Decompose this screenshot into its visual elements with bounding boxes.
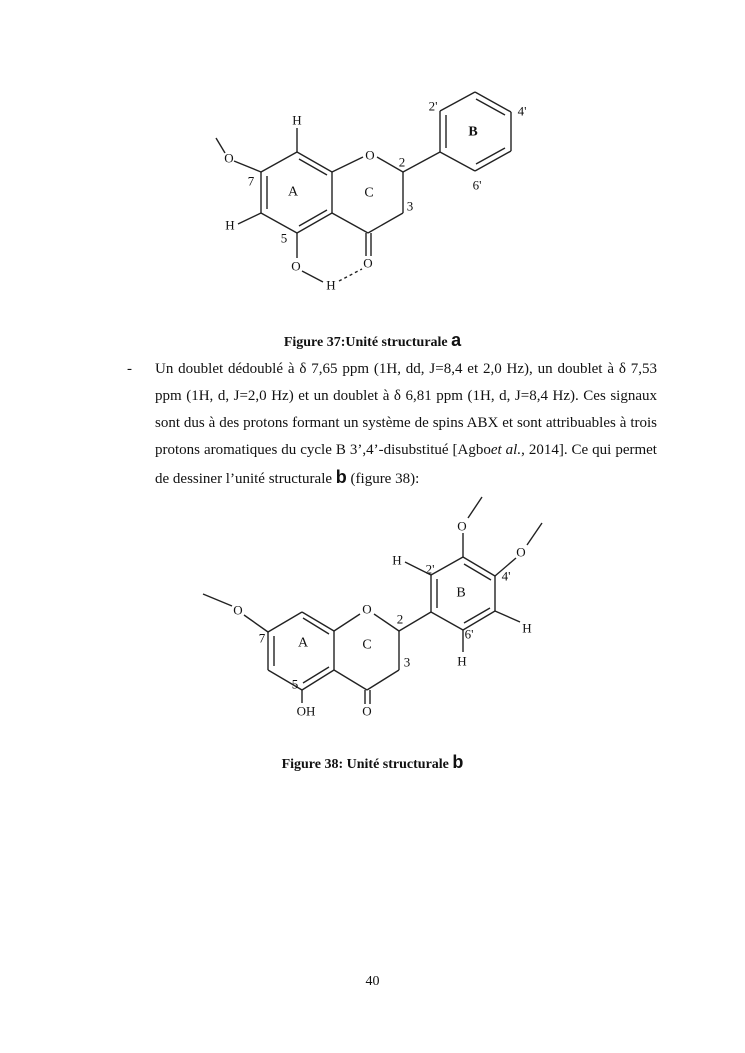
atom-label: H bbox=[225, 217, 235, 233]
position-number: 2' bbox=[425, 561, 435, 577]
atom-label: OH bbox=[296, 703, 316, 719]
figure-37-caption bbox=[0, 330, 745, 351]
position-number: 6' bbox=[464, 626, 474, 642]
ring-label: B bbox=[468, 124, 478, 140]
caption-text: Figure 37:Unité structurale bbox=[283, 335, 452, 350]
atom-label: O bbox=[365, 147, 375, 163]
atom-label: H bbox=[457, 653, 467, 669]
atom-label: O bbox=[457, 518, 467, 534]
position-number: 7 bbox=[247, 173, 255, 189]
paragraph-text: Un doublet dédoublé à δ 7,65 ppm (1H, dd, J=8,4 et 2,0 Hz), un doublet à δ 7,53 ppm (1H, d, J=2,0 Hz) et un doublet à δ 6,81 ppm (1H, d, J=8,4 Hz). Ces signaux sont dus à des protons formant un système de spins ABX et sont attribuables à trois protons aromatiques du cycle B 3’,4’-disubstitué [Agbo bbox=[155, 361, 657, 458]
position-number: 4' bbox=[501, 568, 511, 584]
position-number: 5 bbox=[280, 230, 288, 246]
body-paragraph bbox=[155, 356, 657, 493]
caption-letter: a bbox=[451, 330, 462, 350]
position-number: 2 bbox=[398, 154, 406, 170]
atom-label: O bbox=[224, 150, 234, 166]
bullet-dash: - bbox=[127, 361, 132, 377]
ring-label: C bbox=[364, 185, 374, 201]
position-number: 5 bbox=[291, 676, 299, 692]
structure-b bbox=[203, 497, 542, 719]
page-number: 40 bbox=[365, 974, 380, 989]
position-number: 4' bbox=[517, 103, 527, 119]
ring-label: B bbox=[456, 585, 466, 601]
atom-label: O bbox=[362, 703, 372, 719]
atom-label: O bbox=[233, 602, 243, 618]
atom-label: H bbox=[292, 112, 302, 128]
atom-label: O bbox=[363, 255, 373, 271]
position-number: 6' bbox=[472, 177, 482, 193]
caption-letter: b bbox=[452, 752, 464, 772]
position-number: 2 bbox=[396, 611, 404, 627]
ring-label: C bbox=[362, 637, 372, 653]
position-number: 7 bbox=[258, 630, 266, 646]
paragraph-italic: et al. bbox=[490, 442, 522, 458]
atom-label: O bbox=[516, 544, 526, 560]
figure-38-caption bbox=[0, 752, 745, 773]
paragraph-text-mid: , 2014]. Ce qui permet de dessiner l’unité structurale bbox=[155, 442, 657, 487]
atom-label: H bbox=[522, 620, 532, 636]
atom-label: H bbox=[326, 277, 336, 293]
position-number: 3 bbox=[406, 198, 414, 214]
paragraph-bold: b bbox=[335, 467, 347, 487]
atom-label: O bbox=[362, 601, 372, 617]
structure-a bbox=[216, 92, 526, 293]
ring-label: A bbox=[297, 635, 309, 651]
atom-label: H bbox=[392, 552, 402, 568]
paragraph-text-end: (figure 38): bbox=[346, 471, 420, 487]
atom-label: O bbox=[291, 258, 301, 274]
ring-label: A bbox=[287, 184, 299, 200]
caption-text: Figure 38: Unité structurale bbox=[281, 757, 453, 772]
position-number: 3 bbox=[403, 654, 411, 670]
position-number: 2' bbox=[428, 98, 438, 114]
